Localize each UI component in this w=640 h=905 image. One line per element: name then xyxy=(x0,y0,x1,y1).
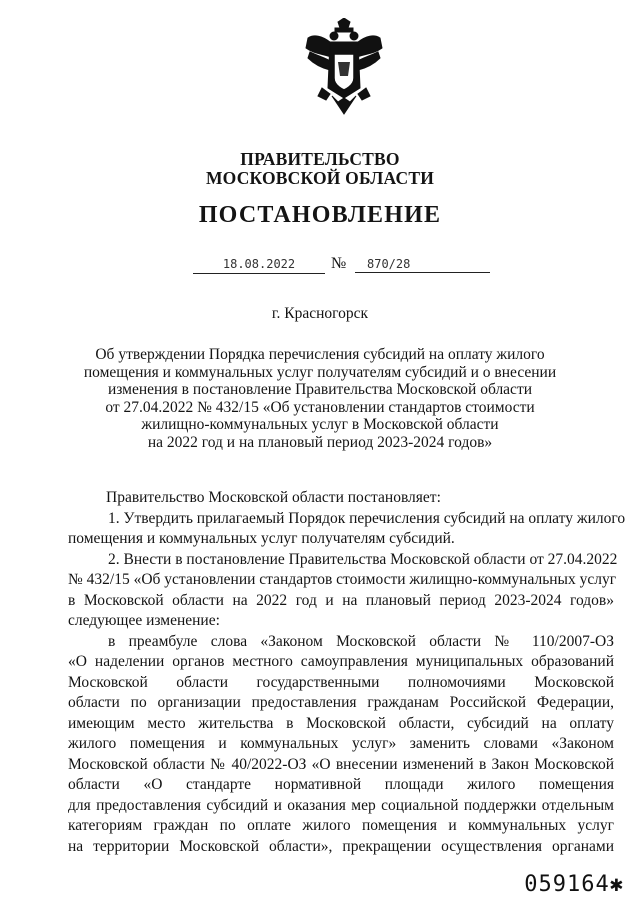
decree-number: 870/28 xyxy=(355,257,490,273)
item-1-line: 1. Утвердить прилагаемый Порядок перечисления субсидий на оплату жилого xyxy=(108,509,626,527)
serial-number-stamp xyxy=(524,872,624,897)
document-type-heading: ПОСТАНОВЛЕНИЕ xyxy=(198,202,442,228)
preamble-line: на территории Московской области», прекращении осуществления органами xyxy=(68,837,614,855)
item-1-line: помещения и коммунальных услуг получателям субсидий. xyxy=(68,530,455,547)
preamble-line: «О наделении органов местного самоуправления муниципальных образований xyxy=(68,653,614,670)
number-sign: № xyxy=(331,255,347,272)
government-line-2: МОСКОВСКОЙ ОБЛАСТИ xyxy=(205,168,435,188)
title-line: жилищно-коммунальных услуг в Московской области xyxy=(141,416,499,434)
title-line: изменения в постановление Правительства Московской области xyxy=(107,381,533,399)
government-name xyxy=(0,150,640,188)
item-2-line: в Московской области на 2022 год и на плановый период 2023-2024 годов» xyxy=(68,591,614,609)
decree-date: 18.08.2022 xyxy=(193,257,325,274)
preamble-line: жилого помещения и коммунальных услуг» заменить словами «Законом xyxy=(68,735,614,752)
coat-of-arms-emblem xyxy=(300,18,388,134)
decree-body xyxy=(68,488,626,857)
item-2-line: 2. Внести в постановление Правительства Московской области от 27.04.2022 xyxy=(108,550,618,568)
decree-title xyxy=(60,346,580,452)
city-location: г. Красногорск xyxy=(271,305,369,322)
asterisk-mark: ✱ xyxy=(609,872,624,897)
preamble-line: области «О стандарте нормативной площади жилого помещения xyxy=(68,776,614,793)
preamble-line: имеющим место жительства в Московской области, субсидий на оплату xyxy=(68,714,614,732)
item-2-line: № 432/15 «Об установлении стандартов стоимости жилищно-коммунальных услуг xyxy=(68,571,617,588)
title-line: помещения и коммунальных услуг получателям субсидий и о внесении xyxy=(83,363,557,381)
preamble-line: в преамбуле слова «Законом Московской области № 110/2007-ОЗ xyxy=(108,632,614,650)
serial-number: 059164 xyxy=(524,872,610,897)
item-2-line: следующее изменение: xyxy=(68,612,220,629)
preamble-line: для предоставления субсидий и оказания мер социальной поддержки отдельным xyxy=(68,796,614,814)
preamble-line: Московской области государственными полномочиями Московской xyxy=(68,673,614,691)
title-line: на 2022 год и на плановый период 2023-2024 годов» xyxy=(147,433,493,451)
preamble-line: Московской области № 40/2022-ОЗ «О внесении изменений в Закон Московской xyxy=(68,755,614,773)
title-line: от 27.04.2022 № 432/15 «Об установлении стандартов стоимости xyxy=(105,398,535,416)
government-line-1: ПРАВИТЕЛЬСТВО xyxy=(240,149,400,169)
intro-paragraph: Правительство Московской области постановляет: xyxy=(106,489,441,506)
title-line: Об утверждении Порядка перечисления субсидий на оплату жилого xyxy=(95,346,545,363)
preamble-line: категориям граждан по оплате жилого помещения и коммунальных услуг xyxy=(68,817,614,834)
preamble-line: области по организации предоставления гражданам Российской Федерации, xyxy=(68,694,614,711)
